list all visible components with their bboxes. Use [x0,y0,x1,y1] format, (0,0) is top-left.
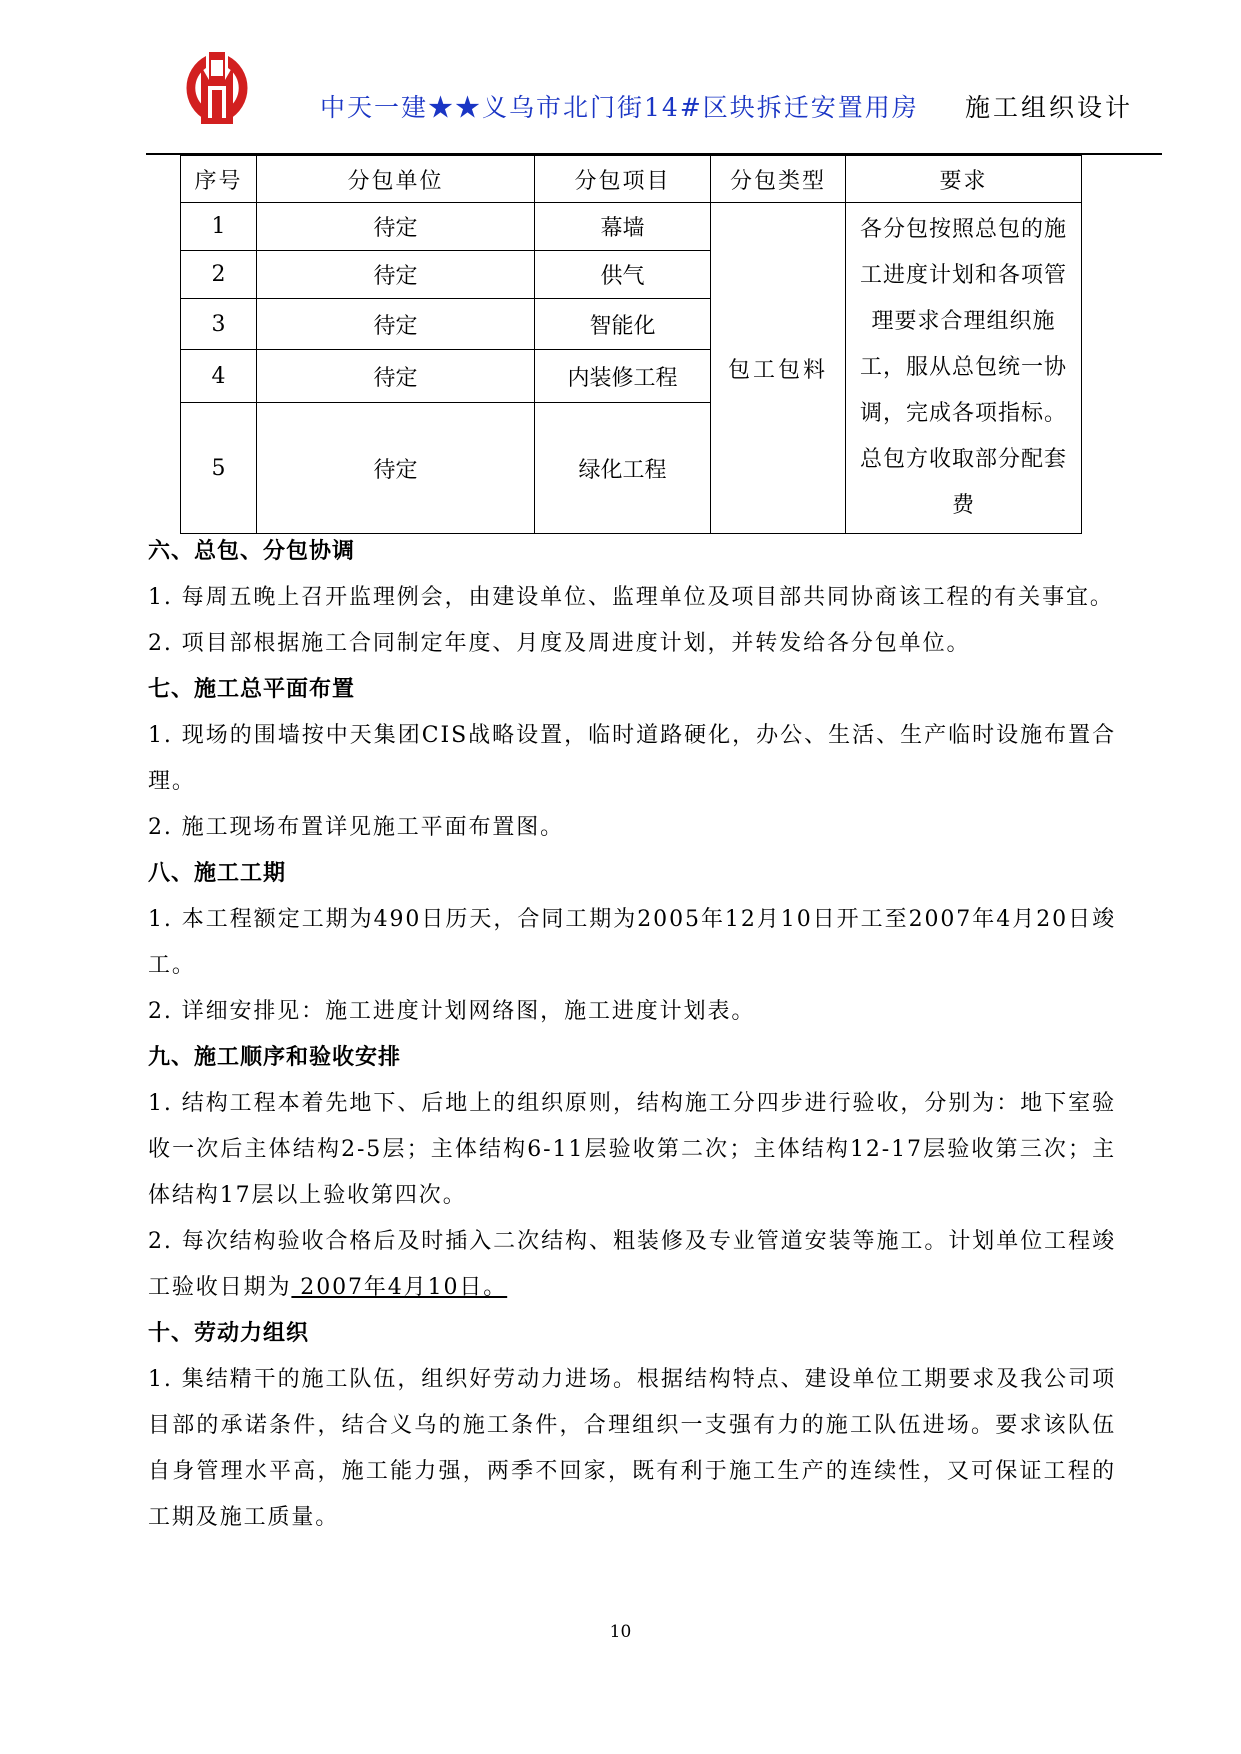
row-no: 1 [181,203,257,251]
paragraph: 1. 每周五晚上召开监理例会，由建设单位、监理单位及项目部共同协商该工程的有关事宜。 [148,585,1114,610]
paragraph: 2. 详细安排见：施工进度计划网络图，施工进度计划表。 [148,999,756,1024]
section-heading: 七、施工总平面布置 [148,677,356,702]
requirement-text: 各分包按照总包的施工进度计划和各项管理要求合理组织施工，服从总包统一协调，完成各项指标。总包方收取部分配套费 [859,217,1067,518]
paragraph-text: 2. 每次结构验收合格后及时插入二次结构、粗装修及专业管道安装等施工。计划单位工程竣工验收日期为 [148,1229,1116,1300]
row-unit: 待定 [257,299,535,350]
subcontract-type-cell [711,203,846,534]
row-unit: 待定 [257,250,535,299]
paragraph: 1. 本工程额定工期为490日历天，合同工期为2005年12月10日开工至2007年4月20日竣工。 [148,907,1116,978]
document-body [148,529,1116,1541]
header-type: 分包类型 [711,156,846,203]
row-no: 5 [181,403,257,534]
row-no: 3 [181,299,257,350]
paragraph: 2. 施工现场布置详见施工平面布置图。 [148,815,565,840]
section-heading: 六、总包、分包协调 [148,539,356,564]
row-item: 供气 [535,250,711,299]
section-heading: 八、施工工期 [148,861,287,886]
paragraph: 2. 项目部根据施工合同制定年度、月度及周进度计划，并转发给各分包单位。 [148,631,971,656]
subcontract-type: 包工包料 [727,357,828,383]
paragraph [148,1219,1116,1311]
row-unit: 待定 [257,403,535,534]
row-unit: 待定 [257,350,535,403]
project-title: 中天一建★★义乌市北门街14#区块拆迁安置用房 [320,93,919,122]
row-unit: 待定 [257,203,535,251]
page-number: 10 [609,1622,632,1642]
paragraph: 1. 结构工程本着先地下、后地上的组织原则，结构施工分四步进行验收，分别为：地下室验收一次后主体结构2-5层；主体结构6-11层验收第二次；主体结构12-17层验收第三次；主体结构17层以上验收第四次。 [148,1091,1116,1208]
row-no: 4 [181,350,257,403]
company-logo-icon [178,50,256,126]
paragraph: 1. 现场的围墙按中天集团CIS战略设置，临时道路硬化，办公、生活、生产临时设施布置合理。 [148,723,1116,794]
row-no: 2 [181,250,257,299]
row-item: 幕墙 [535,203,711,251]
subcontract-table [180,155,1082,534]
completion-date: 2007年4月10日。 [291,1275,508,1300]
row-item: 智能化 [535,299,711,350]
document-title: 施工组织设计 [965,93,1134,122]
header-item: 分包项目 [535,156,711,203]
requirement-cell [846,203,1082,534]
row-item: 绿化工程 [535,403,711,534]
row-item: 内装修工程 [535,350,711,403]
section-heading: 九、施工顺序和验收安排 [148,1045,402,1070]
table-row [181,203,1082,251]
page-header [0,0,1241,160]
table-header-row [181,156,1082,203]
section-heading: 十、劳动力组织 [148,1321,310,1346]
paragraph: 1. 集结精干的施工队伍，组织好劳动力进场。根据结构特点、建设单位工期要求及我公司项目部的承诺条件，结合义乌的施工条件，合理组织一支强有力的施工队伍进场。要求该队伍自身管理水平高，施工能力强，两季不回家，既有利于施工生产的连续性，又可保证工程的工期及施工质量。 [148,1367,1116,1530]
header-requirement: 要求 [846,156,1082,203]
header-unit: 分包单位 [257,156,535,203]
header-no: 序号 [181,156,257,203]
